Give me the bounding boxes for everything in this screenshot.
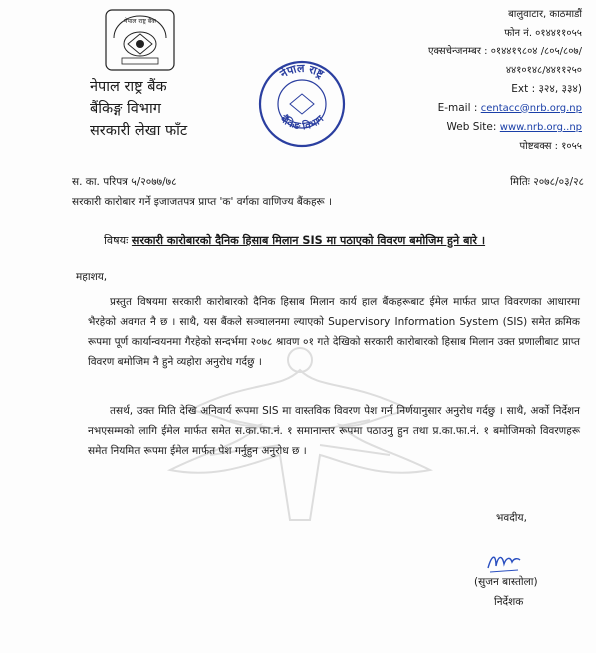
email-row [302,99,582,119]
signer-title: निर्देशक [494,596,524,608]
nrb-logo-icon [104,8,176,72]
pobox: पोष्टबक्स : १०५५ [519,140,582,152]
section-name: सरकारी लेखा फाँट [90,123,188,139]
stamp-top-text: नेपाल राष्ट्र [277,61,327,81]
email-link[interactable]: centacc@nrb.org.np [480,102,582,114]
phone: फोन नं. ०१४४११०५५ [504,27,582,39]
website-row [302,118,582,138]
subject-text: सरकारी कारोबारको दैनिक हिसाब मिलान SIS मा पठाएको विवरण बमोजिम हुने बारे । [131,234,486,247]
subject-label: विषयः [104,234,129,247]
salutation: महाशय, [76,271,108,283]
signature-icon [484,548,524,576]
logo-text: नेपाल राष्ट्र बैंक [124,18,156,25]
website-link[interactable]: www.nrb.org..np [499,122,582,133]
department-name: बैंकिङ्ग विभाग [90,101,161,117]
letter-date: मितिः २०७८/०३/२८ [510,176,584,188]
website-label: Web Site: [446,121,497,133]
addressee: सरकारी कारोबार गर्ने इजाजतपत्र प्राप्त 'क' वर्गका वाणिज्य बैंकहरू । [72,196,332,208]
email-label: E-mail : [437,101,478,114]
subject-line [104,233,485,248]
org-name: नेपाल राष्ट्र बैंक [90,79,167,95]
extension: Ext : ३२४, ३३४) [511,83,582,95]
body-paragraph-1: प्रस्तुत विषयमा सरकारी कारोबारको दैनिक हिसाब मिलान कार्य हाल बैंकहरूबाट ईमेल मार्फत प्राप्त विवरणका आधारमा भैरहेको अवगत नै छ । साथै, यस बैंकले सञ्चालनमा ल्याएको Supervisory Information System (SIS) समेत क्रमिक रूपमा पूर्ण कार्यान्वयनमा गैरहेको सन्दर्भमा २०७८ श्रावण ०१ गते देखिको सरकारी कारोबारको हिसाब मिलान उक्त प्रणालीबाट प्राप्त विवरण बमोजिम नै हुने व्यहोरा अनुरोध गर्दछु । [88,296,580,368]
exchange-numbers: एक्सचेन्जनम्बर : ०१४४१९८०४ /८०५/८०७/ [427,46,582,57]
address: बालुवाटार, काठमाडौं [508,9,582,20]
stamp-bottom-text: बैंकिङ विभाग [277,113,327,133]
contact-block [302,6,582,156]
signoff: भवदीय, [496,512,527,524]
signer-name: (सुजन बास्तोला) [474,576,538,588]
exchange-numbers-cont: ४४१०१४८/४४११२५० [505,64,582,76]
body-paragraph-2: तसर्थ, उक्त मिति देखि अनिवार्य रूपमा SIS मा वास्तविक विवरण पेश गर्न निर्णयानुसार अनुरोध गर्दछु । साथै, अर्को निर्देशन नभएसम्मको लागि ईमेल मार्फत समेत स.का.फा.नं. १ समानान्तर रूपमा पठाउनु हुन तथा प्र.का.फा.नं. १ बमोजिमको विवरणहरू समेत नियमित रूपमा ईमेल मार्फत पेश गर्नुहुन अनुरोध छ । [88,405,580,457]
reference-number: स. का. परिपत्र ५/२०७७/७८ [72,176,177,188]
